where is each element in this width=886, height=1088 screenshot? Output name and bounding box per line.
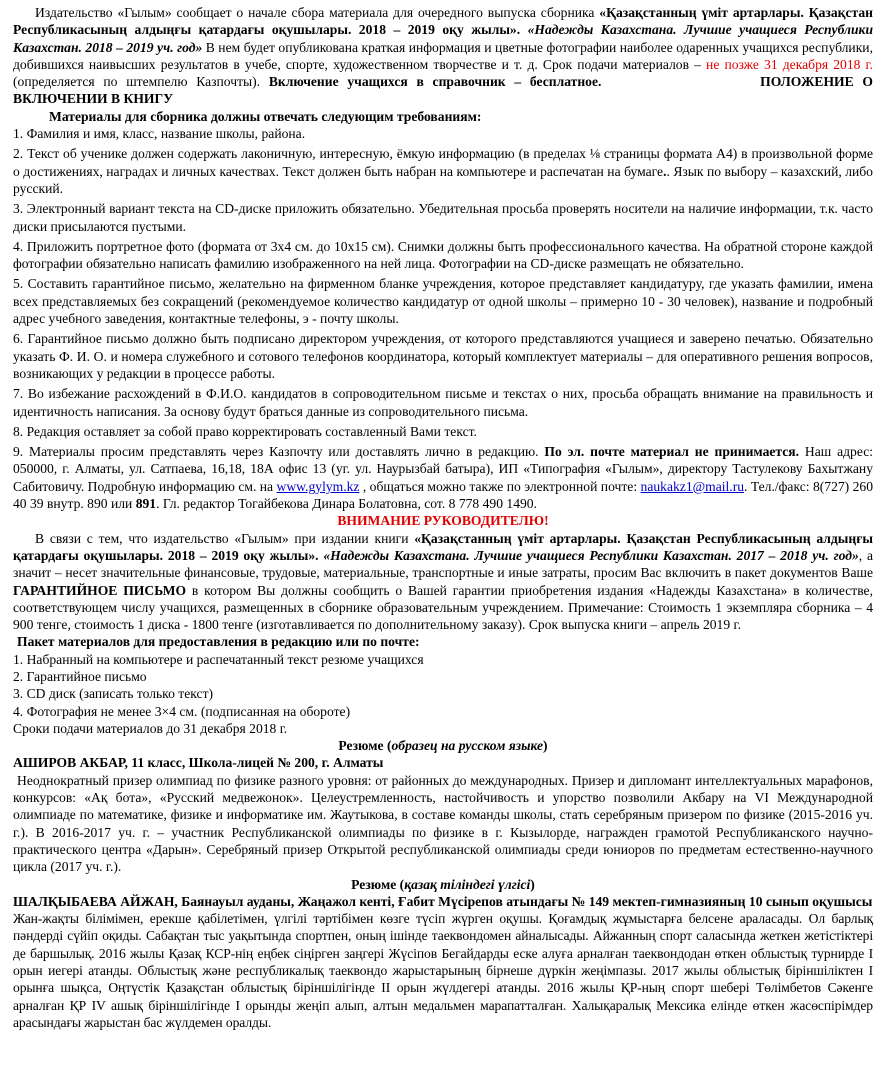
resume-ru-text: Неоднократный призер олимпиад по физике разного уровня: от районных до международных. Призер и дипломант интеллектуальных марафонов, конкурсов: «Ақ бота», «Русский медвежонок». Целеустремленность, настойчивость и упорство позволили Акбару на VI Международной олимпиаде по математике, физике и информатике им. Жаутыкова, в составе команды школы, стать серебряным призером по физике (2015-2016 уч. г.). В 2016-2017 уч. г. – участник Республиканской олимпиады по физике в г. Кызылорде, награжден грамотой Республиканского научно-практического центра «Дарын». Серебряный призер Открытой республиканской олимпиады среди юниоров по предметам естественно-научного цикла (2017 уч. г.). xyxy=(13,772,873,875)
package-heading: Пакет материалов для предоставления в редакцию или по почте: xyxy=(17,634,420,650)
item-9-address: Наш адрес: 050000, г. Алматы, ул. Сатпаева, 16,18, 18А офис 13 (уг. ул. Наурызбай батыра), ИП «Типография «Гылым», директору Тастулекову Бахытжану Сабитовичу. Подробную информацию см. на xyxy=(13,444,873,494)
regulation-heading: ПОЛОЖЕНИЕ О ВКЛЮЧЕНИИ В КНИГУ xyxy=(13,74,874,107)
item-9-text: 9. Материалы просим представлять через Казпочту или доставлять лично в редакцию. xyxy=(13,444,545,460)
website-link[interactable]: www.gylym.kz xyxy=(276,478,360,494)
package-item-3: 3. CD диск (записать только текст) xyxy=(13,686,214,702)
attention-title-ru: «Надежды Казахстана. Лучшие учащиеся Республики Казахстан. 2017 – 2018 уч. год» xyxy=(323,547,859,563)
attention-text-2: , а значит – несет значительные финансовые, трудовые, материальные, транспортные и иные затраты, просим Вас включить в пакет документов Ваше xyxy=(13,547,873,581)
book-title-ru: «Надежды Казахстана. Лучшие учащиеся Республики Казахстан. 2018 – 2019 уч. год» xyxy=(13,22,874,55)
item-9 xyxy=(13,443,873,512)
item-2: 2. Текст об ученике должен содержать лаконичную, интересную, ёмкую информацию (в пределах ⅛ страницы формата А4) в произвольной форме о достижениях, наградах и личных качествах. Текст должен быть набран на компьютере и распечатан на бумаге.. Язык по выбору – казахский, либо русский. xyxy=(13,146,873,196)
item-1: 1. Фамилия и имя, класс, название школы, района. xyxy=(13,126,306,142)
intro-text-2: В нем будет опубликована краткая информация и цветные фотографии наиболее одаренных учащихся республики, добившихся наивысших результатов в учебе, спорте, художественном творчестве и т. д. Срок подачи материалов – xyxy=(13,39,873,72)
package-deadline: Сроки подачи материалов до 31 декабря 2018 г. xyxy=(13,720,288,736)
book-title-kz: «Қазақстанның үміт артарлары. Қазақстан Республикасының алдыңғы қатардағы оқушылары. 2018 – 2019 оқу жылы». xyxy=(13,5,873,38)
resume-ru-label-italic: образец на русском языке xyxy=(391,738,544,754)
item-6: 6. Гарантийное письмо должно быть подписано директором учреждения, от которого представляются учащиеся и заверено печатью. Обязательно указать Ф. И. О. и номера служебного и сотового телефонов координатора, который комплектует материалы – для оперативного решения вопросов, возникающих у редакции в процессе работы. xyxy=(13,331,873,381)
no-email-note: По эл. почте материал не принимается. xyxy=(544,444,800,460)
package-item-1: 1. Набранный на компьютере и распечатанный текст резюме учащихся xyxy=(13,651,424,667)
item-7: 7. Во избежание расхождений в Ф.И.О. кандидатов в сопроводительном письме и текстах о них, просьба обращать внимание на правильность и идентичность написания. За основу будут браться данные из сопроводительного письма. xyxy=(13,386,873,419)
intro-paragraph xyxy=(13,4,873,108)
attention-paragraph xyxy=(13,530,873,634)
item-9-email-intro: , общаться можно также по электронной почте: xyxy=(359,478,641,494)
requirements-heading: Материалы для сборника должны отвечать следующим требованиям: xyxy=(49,108,482,124)
item-8: 8. Редакция оставляет за собой право корректировать составленный Вами текст. xyxy=(13,423,477,439)
attention-title-kz: «Қазақстанның үміт артарлары. Қазақстан Республикасының алдыңғы қатардағы оқушылары. 2018 – 2019 оқу жылы». xyxy=(13,530,873,563)
resume-kz-label xyxy=(13,876,873,893)
resume-kz-label-text: Резюме ( xyxy=(351,876,405,892)
intro-text-3: (определяется по штемпелю Казпочты). xyxy=(13,74,269,90)
email-link[interactable]: naukakz1@mail.ru xyxy=(640,478,745,494)
resume-kz-text: Жан-жақты білімімен, ерекше қабілетімен, үлгілі тәртібімен көзге түсіп жүрген оқушы. Қоғамдық жұмыстарға белсене араласады. Ол барлық пәндерді сүйіп оқиды. Сабақтан тыс уақытында спортпен, оның ішінде таеквондомен айналысады. Айжанның спорт саласында жеткен жетістіктері де баршылық. 2016 жылы Қазақ КСР-нің еңбек сіңірген заңгері Жүсіпов Бегайдарды еске алуға арналған таеквондодан өткен облыстық турнирде I орын иегері атанды. Облыстық және республикалық таеквондо жарыстарының бірнеше дүркін жеңімпазы. 2017 жылы облыстық біріншіліктен I орынға шықса, Оңтүстік Қазақстан облыстық біріншілігінде II орын жүлдегері атанды. 2016 жылы ҚР-ның спорт шебері Төлімбетов Сәкенге арналған ҚР IV ашық біріншілігінде I орынды жеңіп алып, алтын медальмен марапатталған. Халықаралық Мексика елінде өткен жасөспірімдер арасындағы жарыстан бас жүлдемен оралды. xyxy=(13,911,873,1030)
intro-text: Издательство «Гылым» сообщает о начале сбора материала для очередного выпуска сборника xyxy=(35,5,600,20)
deadline-text: не позже 31 декабря 2018 г. xyxy=(706,56,873,72)
resume-ru-label-text: Резюме ( xyxy=(338,738,392,754)
resume-ru-label xyxy=(13,737,873,754)
attention-text-1: В связи с тем, что издательство «Гылым» при издании книги xyxy=(35,530,415,546)
item-2-text: 2. Текст об ученике должен содержать лаконичную, интересную, ёмкую информацию (в пределах ⅛ страницы формата А4) в произвольной форме о достижениях, наградах и личных качествах. Текст должен быть набран на компьютере и распечатан на бумаге xyxy=(13,146,873,179)
item-3: 3. Электронный вариант текста на CD-диске приложить обязательно. Убедительная просьба проверять носители на наличие информации, т.к. часто диски присылаются пустыми. xyxy=(13,201,873,234)
free-inclusion-note: Включение учащихся в справочник – бесплатное. xyxy=(268,74,602,90)
attention-text-3: в котором Вы должны сообщить о Вашей гарантии приобретения издания «Надежды Казахстана» в количестве, соответствующем числу учащихся, размещенных в сборнике образовательным учреждением. Примечание: Стоимость 1 экземпляра сборника – 4 900 тенге, стоимость 1 диска - 1800 тенге (изготавливается по дополнительному заказу). Срок выпуска книги – апрель 2019 г. xyxy=(13,582,873,633)
guarantee-letter-label: ГАРАНТИЙНОЕ ПИСЬМО xyxy=(13,582,187,598)
item-9-ext: 891 xyxy=(135,496,157,512)
attention-heading: ВНИМАНИЕ РУКОВОДИТЕЛЮ! xyxy=(337,513,549,529)
item-5: 5. Составить гарантийное письмо, желательно на фирменном бланке учреждения, которое представляет кандидатуру, где указать фамилии, имена всех представляемых без сокращений (рекомендуемое количество кандидатур от одной школы – примерно 10 - 30 человек), название и подробный адрес учебного заведения, контактные телефоны, э - почту школы. xyxy=(13,276,873,327)
resume-ru-label-end: ) xyxy=(543,738,548,754)
resume-kz-name: ШАЛҚЫБАЕВА АЙЖАН, Баянауыл ауданы, Жаңажол кенті, Ғабит Мүсірепов атындағы № 149 мектеп-гимназияның 10 сынып оқушысы xyxy=(13,893,873,909)
item-4: 4. Приложить портретное фото (формата от 3х4 см. до 10х15 см). Снимки должны быть профессионального качества. На обратной стороне каждой фотографии обязательно написать фамилию изображенного на ней лица. Фотографии на CD-диске размещать не обязательно. xyxy=(13,238,873,272)
item-2-lang: . Язык по выбору – казахский, либо русский. xyxy=(13,163,873,196)
resume-kz-label-end: ) xyxy=(530,876,535,892)
package-item-2: 2. Гарантийное письмо xyxy=(13,668,147,684)
resume-kz-label-italic: қазақ тіліндегі үлгісі xyxy=(404,876,531,892)
item-9-phone: . Тел./факс: 8(727) 260 40 39 внутр. 890 или xyxy=(13,478,874,512)
package-item-4: 4. Фотография не менее 3×4 см. (подписанная на обороте) xyxy=(13,703,351,719)
item-9-editor: . Гл. редактор Тогайбекова Динара Болатовна, сот. 8 778 490 1490. xyxy=(156,496,537,512)
resume-ru-name: АШИРОВ АКБАР, 11 класс, Школа-лицей № 200, г. Алматы xyxy=(13,755,384,771)
